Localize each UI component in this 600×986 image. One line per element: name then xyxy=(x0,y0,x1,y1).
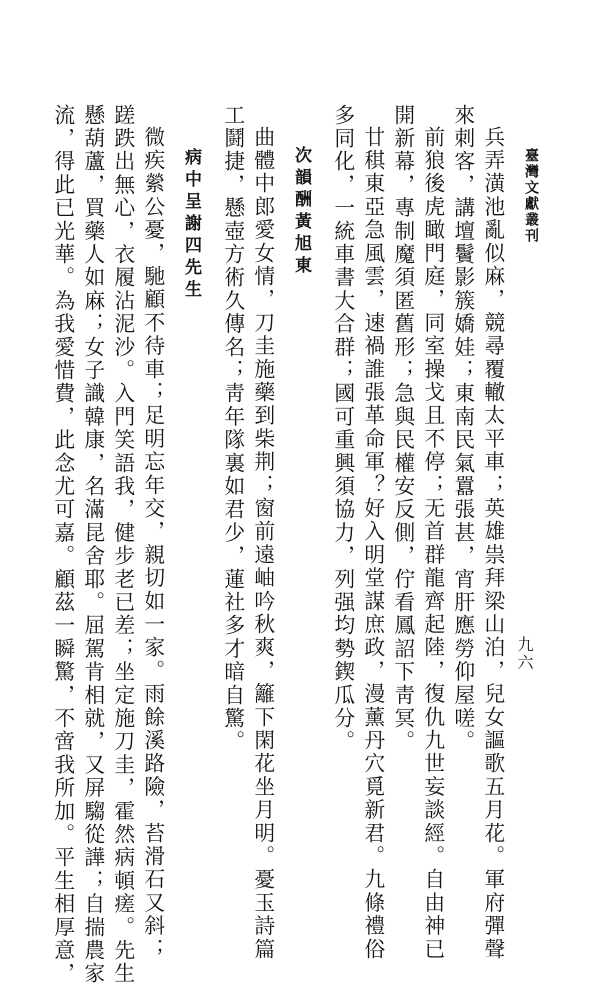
poem-title: 次韻酬黃旭東 xyxy=(291,146,311,278)
running-title: 臺灣文獻叢刊 xyxy=(523,148,539,244)
poem-line: 懸葫蘆，買藥人如麻；女子識韓康，名滿昆舍耶。屈駕肯相就，又屏騶從譁；自揣農家 xyxy=(80,104,105,986)
poem-line: 多同化，一統車書大合群；國可重興須協力，列强均勢鍥瓜分。 xyxy=(330,104,355,754)
poem-line: 流，得此已光華。為我愛惜費，此念尤可嘉。顧茲一瞬驚，不啻我所加。平生相厚意， xyxy=(50,104,75,986)
poem-line: 來刺客，講壇鬢影簇嬌娃；東南民氣囂張甚，宵肝應勞仰屋嗟。 xyxy=(450,104,475,754)
poem-line: 前狼後虎瞰門庭，同室操戈且不停；无首群龍齊起陸，復仇九世妄談經。自由神已 xyxy=(420,126,445,962)
poem-line: 兵弄潢池亂似麻，競尋覆轍太平車；英雄祟拜梁山泊，兒女謳歌五月花。軍府彈聲 xyxy=(480,126,505,962)
poem-line: 蹉跌出無心，衣履沾泥沙。入門笑語我，健步老已差；坐定施刀圭，霍然病頓瘥。先生 xyxy=(110,104,135,986)
poem-line: 開新幕，專制魔須匿舊形；急與民權安反側，佇看鳳詔下靑冥。 xyxy=(390,104,415,754)
poem-line: 微疾縈公憂，馳顧不待車；足明忘年交，親切如一家。雨餘溪路險，苔滑石又斜； xyxy=(140,126,165,962)
poem-line: 曲體中郎愛女情，刀圭施藥到柴荆；窗前遠岫吟秋爽，籬下閑花坐月明。憂玉詩篇 xyxy=(250,126,275,962)
poem-line: 工鬪捷，懸壺方術久傳名；靑年隊裏如君少，蓮社多才暗自驚。 xyxy=(220,104,245,754)
page-number: 九六 xyxy=(515,636,534,672)
poem-line: 廿稘東亞急風雲，速禍誰張革命軍？好入明堂謀庶政，漫薰丹穴覓新君。九條禮俗 xyxy=(360,126,385,962)
poem-title: 病中呈謝四先生 xyxy=(181,148,201,302)
